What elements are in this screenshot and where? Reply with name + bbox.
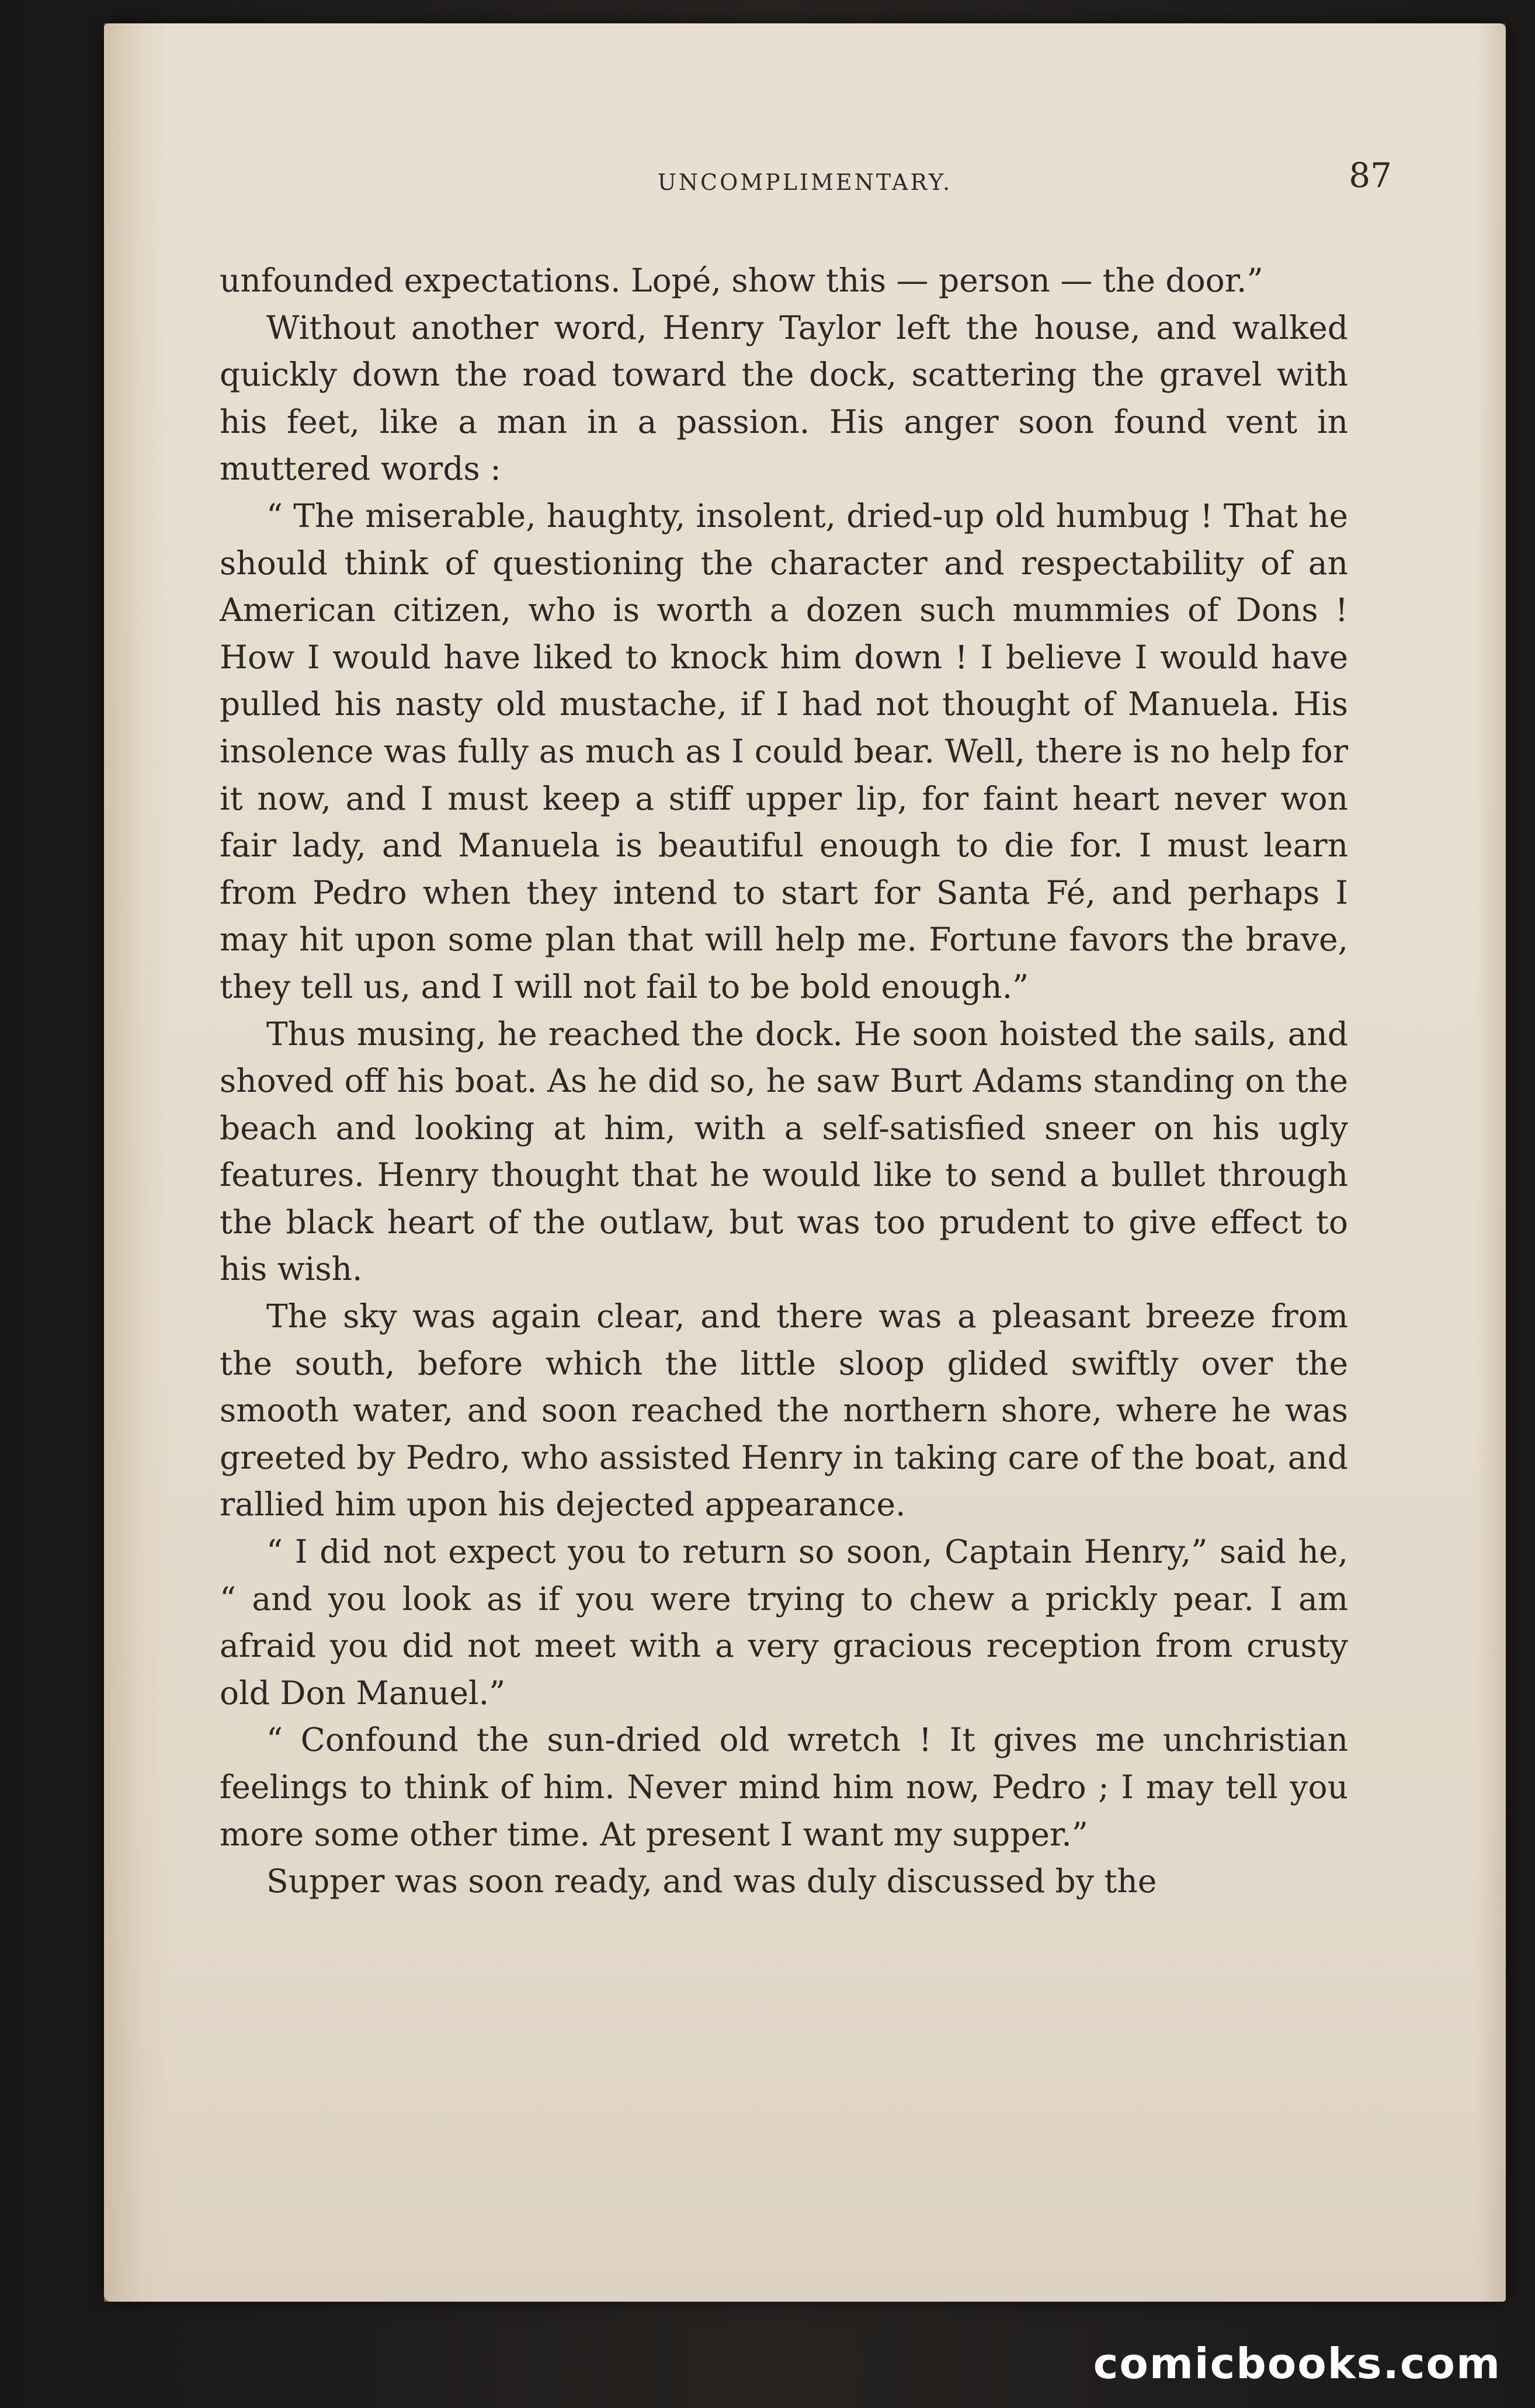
paragraph: Thus musing, he reached the dock. He soon hoisted the sails, and shoved off his boat. As he did so, he saw Burt Adams standing on the beach and looking at him, with a self-satisfied sneer on his ugly features. Henry thought that he would like to send a bullet through the black heart of the outlaw, but was too prudent to give effect to his wish. — [220, 1015, 1348, 1288]
page-number: 87 — [1349, 155, 1392, 195]
paragraph: “ The miserable, haughty, insolent, dried-up old humbug ! That he should think of questioning the character and respectability of an American citizen, who is worth a dozen such mummies of Dons ! How I would have liked to knock him down ! I believe I would have pulled his nasty old mustache, if I had not thought of Manuela. His insolence was fully as much as I could bear. Well, there is no help for it now, and I must keep a stiff upper lip, for faint heart never won fair lady, and Manuela is beautiful enough to die for. I must learn from Pedro when they intend to start for Santa Fé, and perhaps I may hit upon some plan that will help me. Fortune favors the brave, they tell us, and I will not fail to be bold enough.” — [220, 497, 1348, 1005]
paragraph: “ I did not expect you to return so soon, Captain Henry,” said he, “ and you look as if you were trying to chew a prickly pear. I am afraid you did not meet with a very gracious reception from crusty old Don Manuel.” — [220, 1533, 1348, 1712]
paragraph: Without another word, Henry Taylor left the house, and walked quickly down the road toward the dock, scattering the gravel with his feet, like a man in a passion. His anger soon found vent in muttered words : — [220, 308, 1348, 488]
running-head: UNCOMPLIMENTARY. — [657, 169, 953, 195]
site-watermark: comicbooks.com — [1093, 2339, 1501, 2388]
paragraph: Supper was soon ready, and was duly discussed by the — [266, 1862, 1157, 1900]
paragraph: “ Confound the sun-dried old wretch ! It gives me unchristian feelings to think of him. Never mind him now, Pedro ; I may tell you more some other time. At present I want my supper.” — [220, 1721, 1348, 1853]
book-page — [104, 23, 1506, 2302]
body-text — [220, 257, 1348, 1905]
paragraph: The sky was again clear, and there was a pleasant breeze from the south, before which the little sloop glided swiftly over the smooth water, and soon reached the northern shore, where he was greeted by Pedro, who assisted Henry in taking care of the boat, and rallied him upon his dejected appearance. — [220, 1297, 1348, 1524]
paragraph-continued: unfounded expectations. Lopé, show this — person — the door.” — [220, 262, 1263, 299]
